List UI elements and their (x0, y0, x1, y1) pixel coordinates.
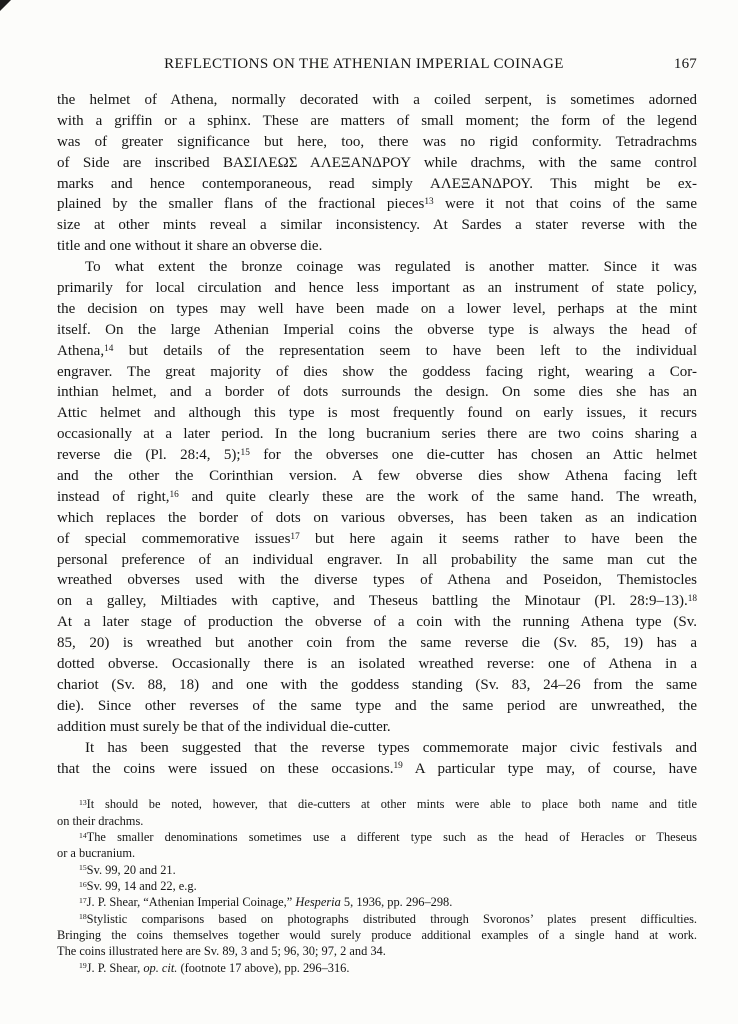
text-line: instead of right,$^{16}$ and quite clearly these are the work of the same hand. The wreath, (57, 488, 697, 505)
body-text (57, 90, 697, 779)
text-line: dotted obverse. Occasionally there is an isolated wreathed reverse: one of Athena in a (57, 656, 697, 673)
footnote (57, 911, 697, 960)
footnote (57, 829, 697, 862)
text-line: of Side are inscribed ΒΑΣΙΛΕΩΣ ΑΛΕΞΑΝΔΡΟΥ while drachms, with the same control (57, 154, 697, 171)
text-line: It has been suggested that the reverse types commemorate major civic festivals and (85, 739, 697, 756)
footnote-reference: 13 (424, 197, 434, 208)
text-line: the helmet of Athena, normally decorated with a coiled serpent, is sometimes adorned (57, 92, 697, 108)
scan-artifact (0, 0, 11, 11)
text-line: size at other mints reveal a similar inconsistency. At Sardes a stater reverse with the (57, 217, 697, 234)
text-line: on their drachms. (57, 813, 144, 828)
text-line: which replaces the border of dots on various obverses, has been taken as an indication (57, 509, 697, 526)
text-line: wreathed obverses used with the diverse types of Athena and Poseidon, Themistocles (57, 572, 697, 589)
footnote-reference: 17 (290, 531, 300, 542)
text-line: engraver. The great majority of dies show the goddess facing right, wearing a Cor- (57, 363, 697, 380)
footnote (57, 960, 697, 976)
text-line: die). Since other reverses of the same type and the same period are unwreathed, the (57, 697, 697, 714)
page-header (57, 56, 697, 75)
text-line: title and one without it share an obverse die. (57, 238, 323, 255)
text-line: At a later stage of production the obverse of a coin with the running Athena type (Sv. (57, 614, 697, 631)
footnote-reference: 15 (79, 863, 87, 873)
text-line: $^{16}$Sv. 99, 14 and 22, e.g. (79, 879, 197, 894)
text-line: $^{17}$J. P. Shear, “Athenian Imperial Coinage,” Hesperia 5, 1936, pp. 296–298. (79, 895, 453, 910)
text-line: or a bucranium. (57, 846, 136, 861)
text-line: itself. On the large Athenian Imperial coins the obverse type is always the head of (57, 321, 697, 338)
text-line: $^{19}$J. P. Shear, op. cit. (footnote 17 above), pp. 296–316. (79, 960, 350, 975)
footnote-reference: 17 (79, 896, 87, 905)
text-line: Attic helmet and although this type is most frequently found on early issues, it recurs (57, 405, 697, 422)
text-line: personal preference of an individual engraver. In all probability the same man cut the (57, 551, 697, 568)
footnote-reference: 19 (79, 961, 87, 971)
text-line: $^{14}$The smaller denominations sometimes use a different type such as the head of Heracles or Theseus (79, 830, 697, 845)
text-line: the decision on types may well have been made on a lower level, perhaps at the mint (57, 300, 697, 317)
footnotes (57, 796, 697, 976)
footnote-reference: 14 (104, 343, 114, 354)
text-line: reverse die (Pl. 28:4, 5);$^{15}$ for the obverses one die-cutter has chosen an Attic helmet (57, 447, 697, 464)
text-line: on a galley, Miltiades with captive, and Theseus battling the Minotaur (Pl. 28:9–13).$^{18}$ (57, 593, 697, 610)
footnote-reference: 14 (79, 830, 87, 840)
footnote (57, 878, 697, 894)
paragraph (57, 738, 697, 780)
footnote-reference: 19 (393, 761, 403, 772)
text-line: of special commemorative issues$^{17}$ but here again it seems rather to have been the (57, 530, 697, 547)
text-line: $^{13}$It should be noted, however, that die-cutters at other mints were able to place both name and title (79, 797, 697, 812)
text-line: and the other the Corinthian version. A few obverse dies show Athena facing left (57, 468, 697, 485)
text-line: $^{15}$Sv. 99, 20 and 21. (79, 862, 176, 877)
text-line: was of greater significance but here, too, there was no rigid conformity. Tetradrachms (57, 133, 697, 150)
text-line: 85, 20) is wreathed but another coin from the same reverse die (Sv. 85, 19) has a (57, 635, 697, 652)
text-line: marks and hence contemporaneous, read simply ΑΛΕΞΑΝΔΡΟΥ. This might be ex- (57, 175, 697, 192)
text-line: addition must surely be that of the individual die-cutter. (57, 718, 391, 735)
footnote-reference: 15 (240, 447, 250, 458)
text-line: with a griffin or a sphinx. These are matters of small moment; the form of the legend (57, 112, 697, 129)
footnote-reference: 18 (79, 912, 87, 922)
running-head-title: REFLECTIONS ON THE ATHENIAN IMPERIAL COINAGE (164, 56, 564, 72)
text-line: inthian helmet, and a border of dots surrounds the design. On some dies she has an (57, 384, 697, 401)
text-line: occasionally at a later period. In the long bucranium series there are two coins sharing a (57, 426, 697, 443)
footnote-reference: 16 (169, 489, 179, 500)
text-line: primarily for local circulation and hence less important as an instrument of state policy, (57, 280, 697, 297)
text-line: $^{18}$Stylistic comparisons based on photographs distributed through Svoronos’ plates present difficulties. (79, 911, 697, 926)
text-line: that the coins were issued on these occasions.$^{19}$ A particular type may, of course, have (57, 760, 697, 777)
footnote (57, 796, 697, 829)
footnote-reference: 13 (79, 797, 87, 807)
footnote-reference: 18 (687, 594, 697, 605)
footnote (57, 894, 697, 910)
text-line: The coins illustrated here are Sv. 89, 3 and 5; 96, 30; 97, 2 and 34. (57, 944, 386, 959)
text-line: To what extent the bronze coinage was regulated is another matter. Since it was (85, 259, 697, 276)
footnote-reference: 16 (79, 879, 87, 889)
paragraph (57, 90, 697, 257)
paragraph (57, 257, 697, 737)
page-content (57, 56, 697, 976)
page-number: 167 (673, 56, 697, 72)
footnote (57, 862, 697, 878)
text-line: Bringing the coins themselves together would surely produce additional examples of a single hand at work. (57, 928, 697, 943)
text-line: plained by the smaller flans of the fractional pieces$^{13}$ were it not that coins of the same (57, 196, 697, 213)
text-line: chariot (Sv. 88, 18) and one with the goddess standing (Sv. 83, 24–26 from the same (57, 676, 697, 693)
text-line: Athena,$^{14}$ but details of the representation seem to have been left to the individual (57, 342, 697, 359)
